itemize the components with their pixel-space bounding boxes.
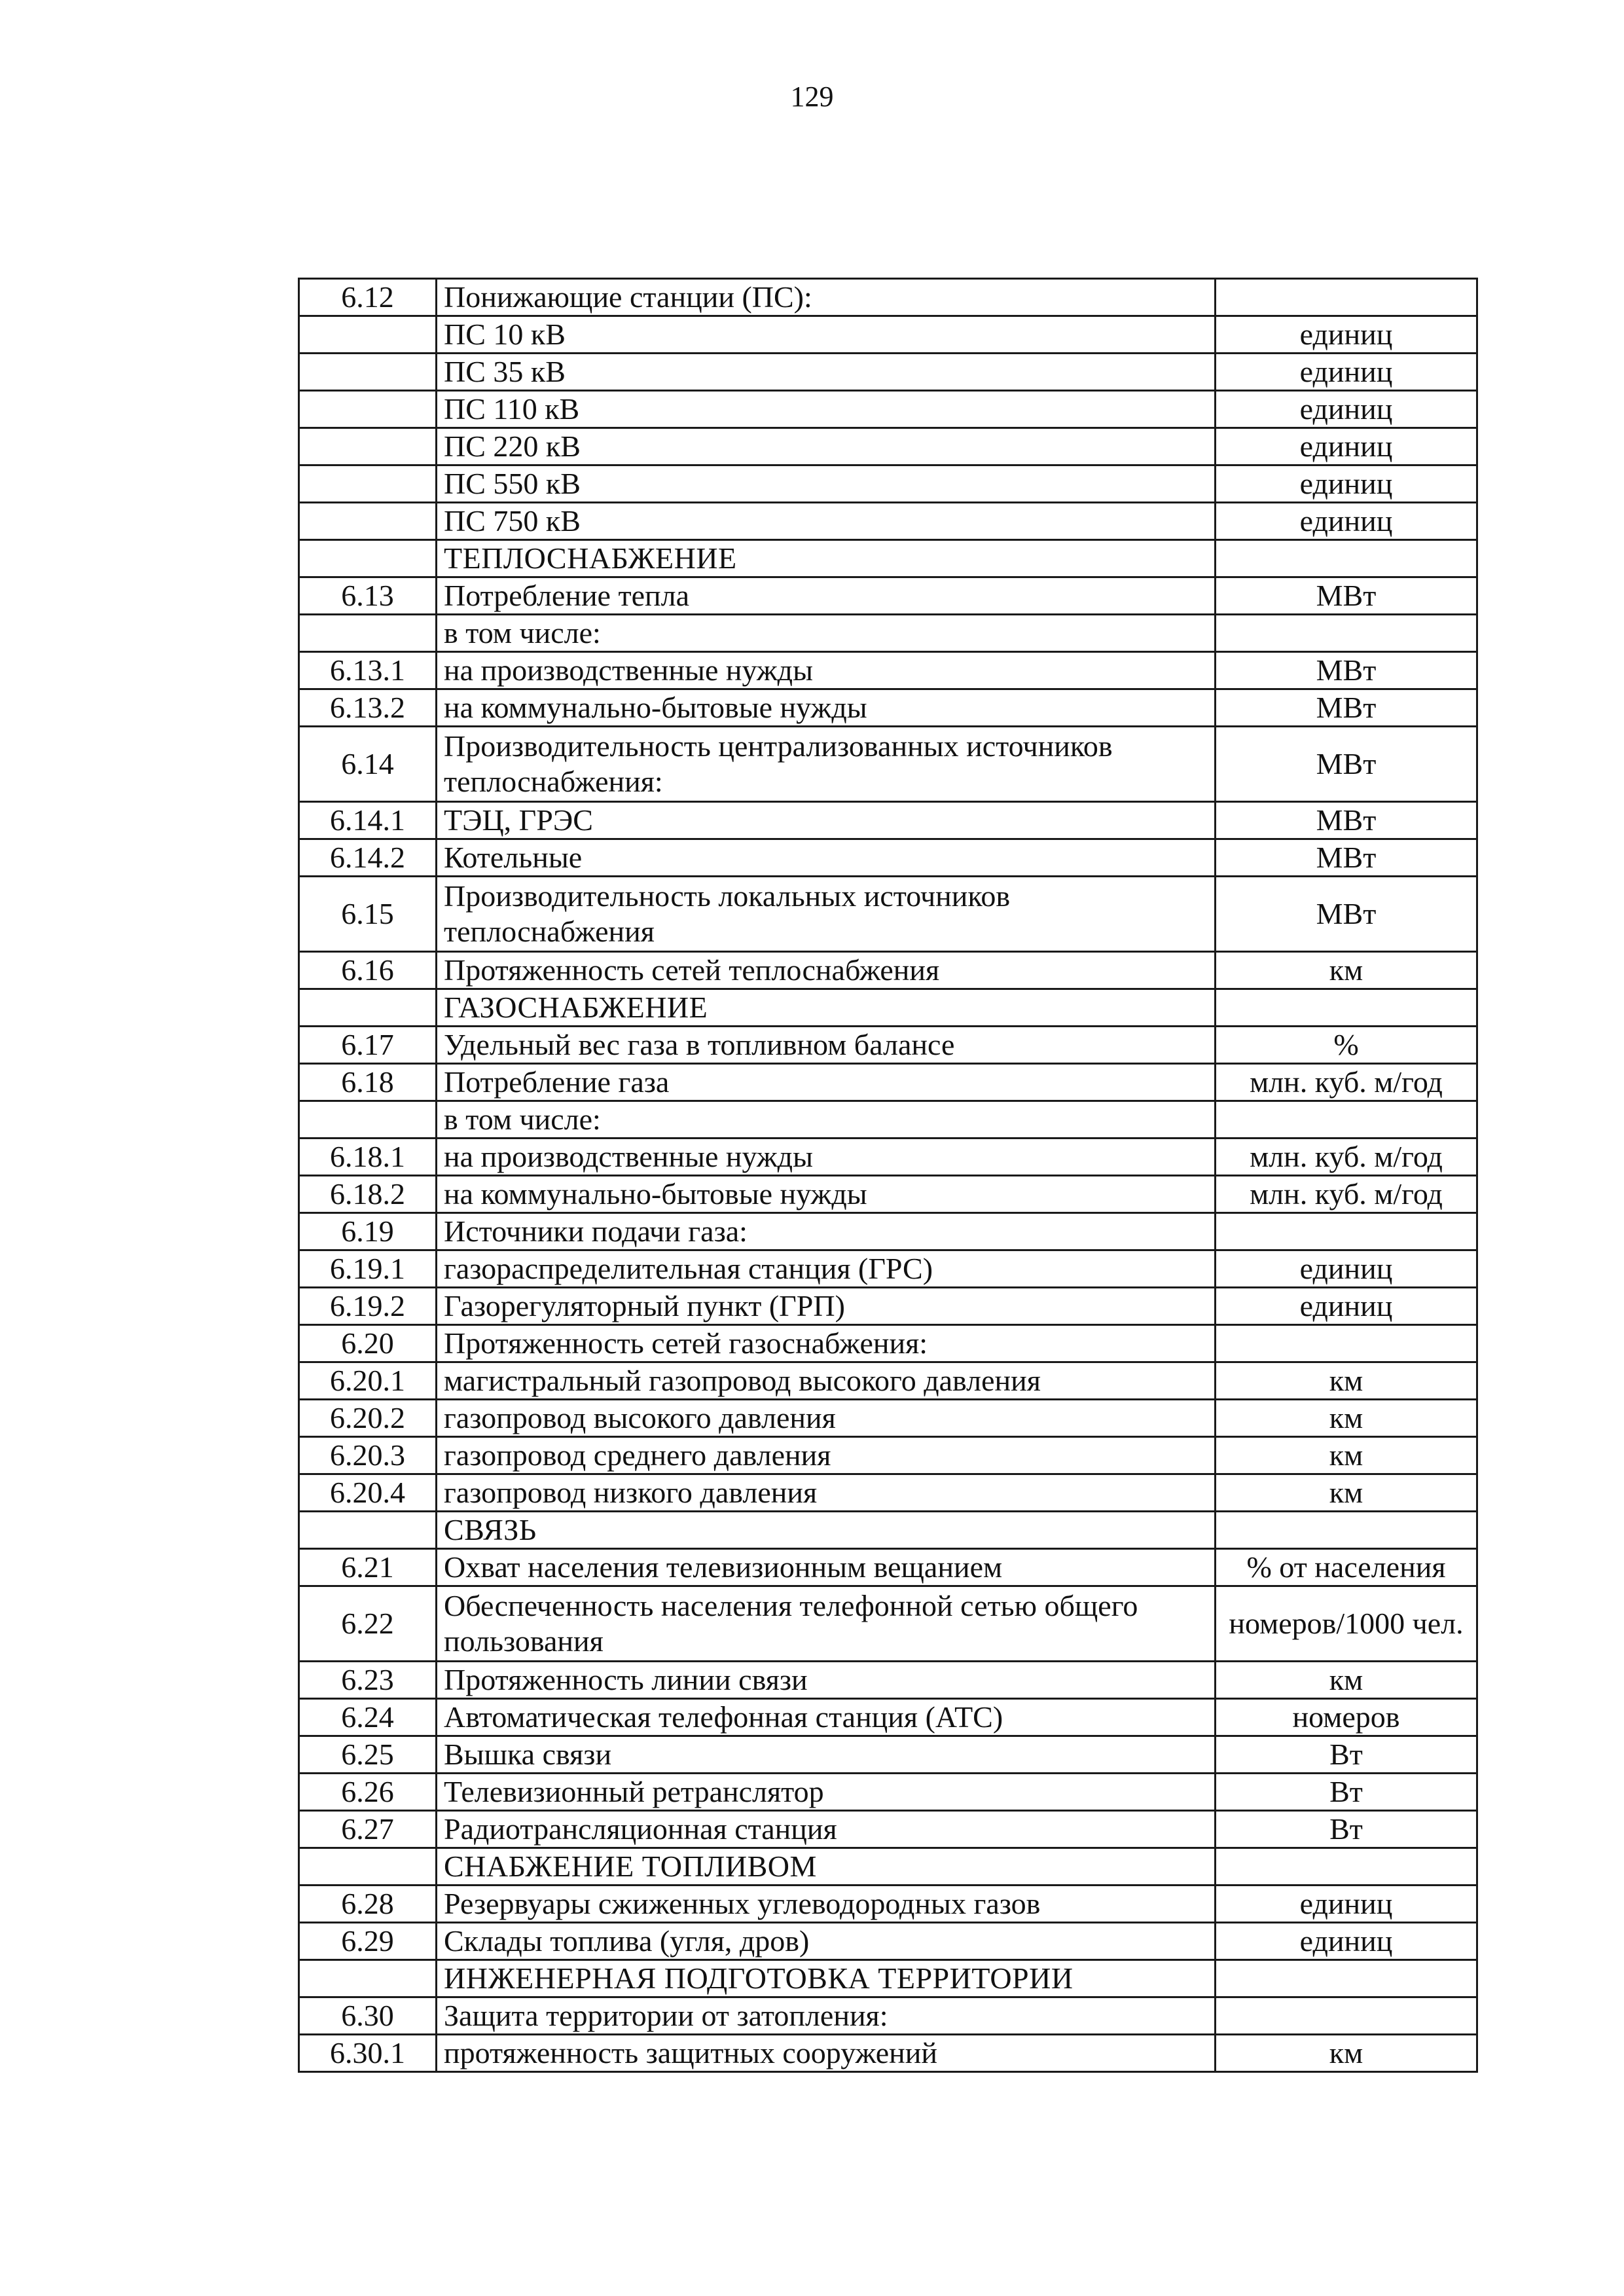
unit-of-measure: МВт: [1216, 689, 1477, 727]
indicator-name: ПС 550 кВ: [437, 465, 1216, 503]
section-title: СНАБЖЕНИЕ ТОПЛИВОМ: [437, 1848, 1216, 1886]
table-row: [299, 1101, 1477, 1139]
indicator-name: Протяженность линии связи: [437, 1662, 1216, 1699]
unit-of-measure: МВт: [1216, 839, 1477, 877]
table-row: [299, 1549, 1477, 1586]
indicator-name: Потребление газа: [437, 1064, 1216, 1101]
indicator-name: Котельные: [437, 839, 1216, 877]
indicator-name: ПС 35 кВ: [437, 354, 1216, 391]
unit-of-measure: км: [1216, 952, 1477, 989]
table-row: [299, 316, 1477, 354]
indicator-name: Источники подачи газа:: [437, 1213, 1216, 1250]
unit-of-measure: [1216, 1213, 1477, 1250]
table-row: [299, 2035, 1477, 2072]
table-row: [299, 1400, 1477, 1437]
row-number: 6.20.3: [299, 1437, 437, 1474]
unit-of-measure: [1216, 1848, 1477, 1886]
row-number: [299, 1960, 437, 1997]
indicator-name: ПС 10 кВ: [437, 316, 1216, 354]
indicator-name: Охват населения телевизионным вещанием: [437, 1549, 1216, 1586]
unit-of-measure: млн. куб. м/год: [1216, 1176, 1477, 1213]
row-number: 6.18.2: [299, 1176, 437, 1213]
unit-of-measure: Вт: [1216, 1811, 1477, 1848]
unit-of-measure: единиц: [1216, 1250, 1477, 1288]
indicator-name: газораспределительная станция (ГРС): [437, 1250, 1216, 1288]
indicator-name: Протяженность сетей теплоснабжения: [437, 952, 1216, 989]
table-body: [299, 279, 1477, 2072]
unit-of-measure: км: [1216, 1400, 1477, 1437]
indicator-name: Радиотрансляционная станция: [437, 1811, 1216, 1848]
unit-of-measure: МВт: [1216, 877, 1477, 952]
row-number: 6.14: [299, 727, 437, 802]
table-row: [299, 615, 1477, 652]
unit-of-measure: единиц: [1216, 1886, 1477, 1923]
table-row: [299, 577, 1477, 615]
indicator-name: газопровод высокого давления: [437, 1400, 1216, 1437]
table-row: [299, 1288, 1477, 1325]
table-row: [299, 391, 1477, 428]
unit-of-measure: единиц: [1216, 465, 1477, 503]
indicator-name: в том числе:: [437, 615, 1216, 652]
unit-of-measure: единиц: [1216, 1288, 1477, 1325]
table-row: [299, 1176, 1477, 1213]
row-number: 6.14.2: [299, 839, 437, 877]
unit-of-measure: [1216, 279, 1477, 316]
row-number: 6.21: [299, 1549, 437, 1586]
row-number: 6.19.2: [299, 1288, 437, 1325]
indicator-name: магистральный газопровод высокого давления: [437, 1362, 1216, 1400]
unit-of-measure: [1216, 540, 1477, 577]
indicator-name: газопровод среднего давления: [437, 1437, 1216, 1474]
indicator-name: газопровод низкого давления: [437, 1474, 1216, 1512]
section-title: ИНЖЕНЕРНАЯ ПОДГОТОВКА ТЕРРИТОРИИ: [437, 1960, 1216, 1997]
row-number: 6.24: [299, 1699, 437, 1736]
row-number: 6.17: [299, 1027, 437, 1064]
unit-of-measure: [1216, 1325, 1477, 1362]
unit-of-measure: Вт: [1216, 1774, 1477, 1811]
indicator-name: Вышка связи: [437, 1736, 1216, 1774]
table-row: [299, 727, 1477, 802]
row-number: 6.20.2: [299, 1400, 437, 1437]
indicator-name: ПС 220 кВ: [437, 428, 1216, 465]
row-number: [299, 1848, 437, 1886]
row-number: 6.18.1: [299, 1139, 437, 1176]
table-row: [299, 652, 1477, 689]
indicator-name: Производительность централизованных источников теплоснабжения:: [437, 727, 1216, 802]
table-row: [299, 1250, 1477, 1288]
indicator-name: ПС 750 кВ: [437, 503, 1216, 540]
indicator-name: на производственные нужды: [437, 1139, 1216, 1176]
row-number: 6.14.1: [299, 802, 437, 839]
table-row: [299, 1586, 1477, 1662]
unit-of-measure: номеров/1000 чел.: [1216, 1586, 1477, 1662]
table-row: [299, 354, 1477, 391]
unit-of-measure: единиц: [1216, 316, 1477, 354]
unit-of-measure: млн. куб. м/год: [1216, 1064, 1477, 1101]
indicator-name: Автоматическая телефонная станция (АТС): [437, 1699, 1216, 1736]
indicator-name: Производительность локальных источников теплоснабжения: [437, 877, 1216, 952]
unit-of-measure: [1216, 1101, 1477, 1139]
section-title: СВЯЗЬ: [437, 1512, 1216, 1549]
row-number: 6.28: [299, 1886, 437, 1923]
table-row: [299, 1027, 1477, 1064]
section-header-row: [299, 1848, 1477, 1886]
section-header-row: [299, 989, 1477, 1027]
row-number: 6.12: [299, 279, 437, 316]
indicator-name: Обеспеченность населения телефонной сетью общего пользования: [437, 1586, 1216, 1662]
indicator-name: на коммунально-бытовые нужды: [437, 689, 1216, 727]
unit-of-measure: [1216, 1997, 1477, 2035]
unit-of-measure: [1216, 615, 1477, 652]
unit-of-measure: МВт: [1216, 727, 1477, 802]
unit-of-measure: млн. куб. м/год: [1216, 1139, 1477, 1176]
row-number: [299, 1101, 437, 1139]
row-number: 6.20: [299, 1325, 437, 1362]
unit-of-measure: км: [1216, 2035, 1477, 2072]
unit-of-measure: МВт: [1216, 577, 1477, 615]
table-row: [299, 1213, 1477, 1250]
table-row: [299, 1474, 1477, 1512]
row-number: 6.13.1: [299, 652, 437, 689]
table-row: [299, 839, 1477, 877]
table-row: [299, 689, 1477, 727]
unit-of-measure: км: [1216, 1662, 1477, 1699]
table-row: [299, 1437, 1477, 1474]
indicator-name: ТЭЦ, ГРЭС: [437, 802, 1216, 839]
indicators-table: [298, 278, 1478, 2073]
row-number: 6.23: [299, 1662, 437, 1699]
row-number: 6.26: [299, 1774, 437, 1811]
table-row: [299, 952, 1477, 989]
table-row: [299, 877, 1477, 952]
row-number: 6.18: [299, 1064, 437, 1101]
unit-of-measure: км: [1216, 1362, 1477, 1400]
row-number: 6.30.1: [299, 2035, 437, 2072]
row-number: 6.30: [299, 1997, 437, 2035]
section-title: ТЕПЛОСНАБЖЕНИЕ: [437, 540, 1216, 577]
indicator-name: Телевизионный ретранслятор: [437, 1774, 1216, 1811]
row-number: [299, 1512, 437, 1549]
indicator-name: Склады топлива (угля, дров): [437, 1923, 1216, 1960]
table-row: [299, 279, 1477, 316]
row-number: [299, 316, 437, 354]
table-row: [299, 1662, 1477, 1699]
table-row: [299, 1699, 1477, 1736]
row-number: 6.16: [299, 952, 437, 989]
table-row: [299, 1886, 1477, 1923]
unit-of-measure: единиц: [1216, 428, 1477, 465]
indicator-name: Протяженность сетей газоснабжения:: [437, 1325, 1216, 1362]
row-number: 6.13: [299, 577, 437, 615]
unit-of-measure: единиц: [1216, 391, 1477, 428]
row-number: 6.19: [299, 1213, 437, 1250]
table-row: [299, 1736, 1477, 1774]
row-number: [299, 540, 437, 577]
indicator-name: Резервуары сжиженных углеводородных газов: [437, 1886, 1216, 1923]
table-row: [299, 1139, 1477, 1176]
unit-of-measure: единиц: [1216, 503, 1477, 540]
indicator-name: Удельный вес газа в топливном балансе: [437, 1027, 1216, 1064]
table-row: [299, 465, 1477, 503]
unit-of-measure: МВт: [1216, 802, 1477, 839]
section-header-row: [299, 1512, 1477, 1549]
row-number: [299, 503, 437, 540]
unit-of-measure: %: [1216, 1027, 1477, 1064]
table-row: [299, 1997, 1477, 2035]
indicator-name: на производственные нужды: [437, 652, 1216, 689]
row-number: 6.25: [299, 1736, 437, 1774]
section-header-row: [299, 540, 1477, 577]
unit-of-measure: км: [1216, 1474, 1477, 1512]
table-row: [299, 1325, 1477, 1362]
row-number: 6.29: [299, 1923, 437, 1960]
indicator-name: Понижающие станции (ПС):: [437, 279, 1216, 316]
row-number: [299, 465, 437, 503]
row-number: 6.20.1: [299, 1362, 437, 1400]
row-number: 6.13.2: [299, 689, 437, 727]
indicator-name: на коммунально-бытовые нужды: [437, 1176, 1216, 1213]
unit-of-measure: [1216, 989, 1477, 1027]
unit-of-measure: МВт: [1216, 652, 1477, 689]
unit-of-measure: Вт: [1216, 1736, 1477, 1774]
row-number: 6.19.1: [299, 1250, 437, 1288]
row-number: [299, 428, 437, 465]
row-number: 6.22: [299, 1586, 437, 1662]
unit-of-measure: номеров: [1216, 1699, 1477, 1736]
unit-of-measure: [1216, 1960, 1477, 1997]
indicator-name: Защита территории от затопления:: [437, 1997, 1216, 2035]
table-row: [299, 1774, 1477, 1811]
unit-of-measure: км: [1216, 1437, 1477, 1474]
unit-of-measure: % от населения: [1216, 1549, 1477, 1586]
section-title: ГАЗОСНАБЖЕНИЕ: [437, 989, 1216, 1027]
unit-of-measure: [1216, 1512, 1477, 1549]
unit-of-measure: единиц: [1216, 1923, 1477, 1960]
row-number: [299, 615, 437, 652]
table-row: [299, 1064, 1477, 1101]
indicator-name: Потребление тепла: [437, 577, 1216, 615]
indicator-name: протяженность защитных сооружений: [437, 2035, 1216, 2072]
row-number: 6.15: [299, 877, 437, 952]
indicator-name: ПС 110 кВ: [437, 391, 1216, 428]
table-row: [299, 503, 1477, 540]
page-number: 129: [790, 81, 834, 113]
row-number: [299, 391, 437, 428]
table-row: [299, 1811, 1477, 1848]
row-number: 6.27: [299, 1811, 437, 1848]
table-row: [299, 1362, 1477, 1400]
section-header-row: [299, 1960, 1477, 1997]
indicator-name: Газорегуляторный пункт (ГРП): [437, 1288, 1216, 1325]
row-number: [299, 354, 437, 391]
table-row: [299, 1923, 1477, 1960]
indicator-name: в том числе:: [437, 1101, 1216, 1139]
row-number: 6.20.4: [299, 1474, 437, 1512]
table-row: [299, 428, 1477, 465]
row-number: [299, 989, 437, 1027]
unit-of-measure: единиц: [1216, 354, 1477, 391]
table-row: [299, 802, 1477, 839]
